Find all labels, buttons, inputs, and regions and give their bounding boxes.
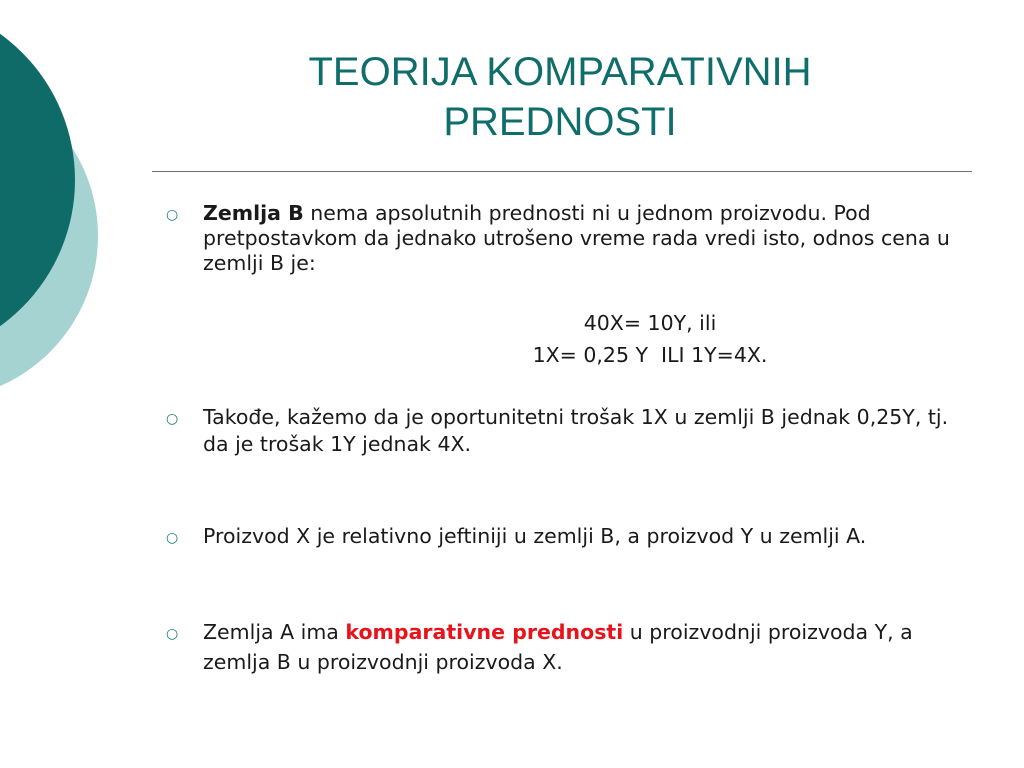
item-text: Takođe, kažemo da je oportunitetni trošak 1X u zemlji B jednak 0,25Y, tj. da je trošak 1Y jednak 4X.: [203, 405, 949, 456]
item-text: u proizvodnji proizvoda Y, a zemlja B u proizvodnji proizvoda X.: [203, 620, 913, 674]
bullet-circle-icon: ○: [166, 530, 179, 546]
title-line-1: TEORIJA KOMPARATIVNIH: [308, 50, 812, 94]
list-item: [166, 201, 973, 276]
list-item: [166, 521, 973, 551]
item-text: Zemlja A ima: [203, 620, 346, 644]
item-text: Proizvod X je relativno jeftiniji u zemlji B, a proizvod Y u zemlji A.: [203, 524, 867, 548]
bullet-circle-icon: ○: [166, 626, 179, 642]
bullet-circle-icon: ○: [166, 207, 179, 223]
formula-line: 40X= 10Y, ili: [583, 311, 717, 335]
list-item: [166, 404, 973, 458]
item-bold-text: Zemlja B: [203, 201, 304, 225]
formula-line: 1X= 0,25 Y ILI 1Y=4X.: [532, 343, 768, 367]
item-text: nema apsolutnih prednosti ni u jednom proizvodu. Pod pretpostavkom da jednako utrošeno vreme rada vredi isto, odnos cena u zemlji B je:: [203, 201, 950, 275]
bullet-circle-icon: ○: [166, 411, 179, 427]
highlighted-term: komparativne prednosti: [345, 620, 624, 644]
title-line-2: PREDNOSTI: [443, 100, 677, 144]
list-item: [166, 617, 973, 677]
